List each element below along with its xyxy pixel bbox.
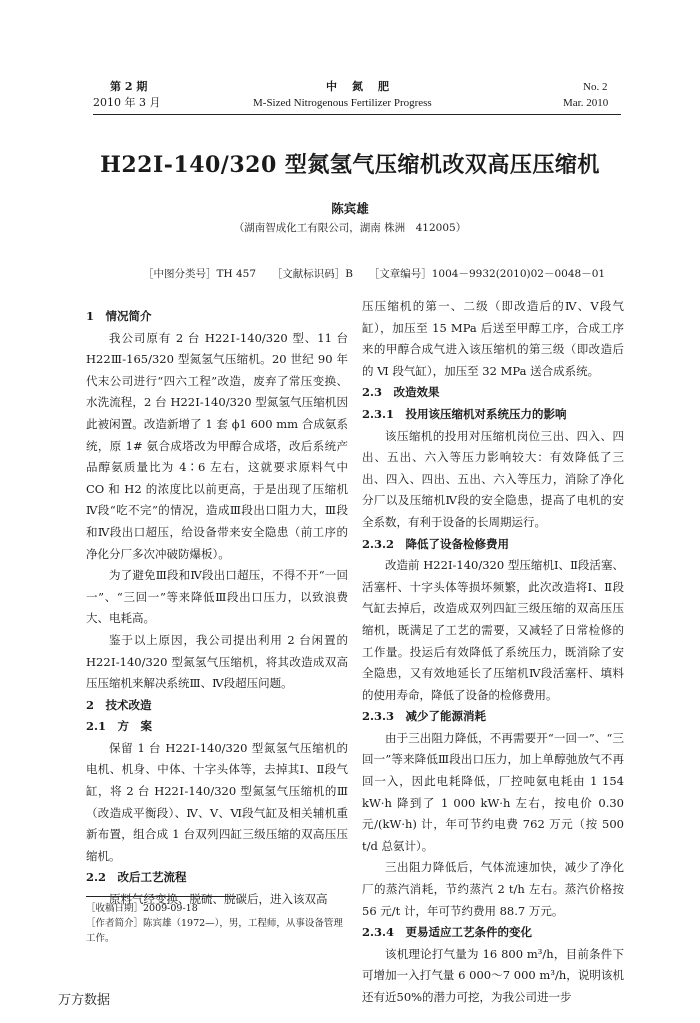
subsection-heading: 2.2 改后工艺流程 [86, 870, 187, 885]
section-heading: 1 情况简介 [86, 309, 152, 323]
section-heading: 2 技术改造 [86, 697, 152, 712]
paragraph: 该机理论打气量为 16 800 m³/h，目前条件下可增加一入打气量 6 000～7 000 m³/h，说明该机还有近50%的潜力可挖，为我公司进一步 [362, 946, 624, 1004]
left-column [86, 306, 348, 911]
footnotes [86, 901, 348, 946]
subsubsection-heading: 2.3.4 更易适应工艺条件的变化 [362, 925, 533, 940]
subsubsection-heading: 2.3.2 降低了设备检修费用 [362, 536, 510, 551]
paragraph: 我公司原有 2 台 H22Ⅰ-140/320 型、11 台 H22Ⅲ-165/320 型氮氢气压缩机。20 世纪 90 年代末公司进行“四六工程”改造，废弃了常压变换、水洗流程，2 台 H22Ⅰ-140/320 型氮氢气压缩机因此被闲置。改造新增了 1 套 ϕ1 600 mm 合成氨系统，原 1# 氨合成塔改为甲醇合成塔，改后系统产品醇氨质量比为 4∶6 左右，这就要求原料气中 CO 和 H2 的浓度比以前更高，于是出现了压缩机Ⅳ段“吃不完”的情况，造成Ⅲ段出口阻力大，Ⅲ段和Ⅳ段出口超压，给设备带来安全隐患（前工序的净化分厂多次冲破防爆板）。 [86, 330, 348, 561]
paragraph: 为了避免Ⅲ段和Ⅳ段出口超压，不得不开“一回一”、“三回一”等来降低Ⅲ段出口压力，以致浪费大、电耗高。 [86, 568, 348, 626]
header-rule [93, 114, 621, 115]
subsubsection-heading: 2.3.1 投用该压缩机对系统压力的影响 [362, 406, 567, 421]
paragraph: 改造前 H22Ⅰ-140/320 型压缩机Ⅰ、Ⅱ段活塞、活塞杆、十字头体等损坏频繁，此次改造将Ⅰ、Ⅱ段气缸去掉后，改造成双列四缸三级压缩的双高压压缩机，既满足了工艺的需要，又减轻了日常检修的工作量。投运后有效降低了系统压力，既消除了安全隐患，又有效地延长了压缩机Ⅳ段活塞杆、填料的使用寿命，降低了设备的检修费用。 [362, 558, 624, 702]
paragraph: 由于三出阻力降低，不再需要开“一回一”、“三回一”等来降低Ⅲ段出口压力，加上单醇弛放气不再回一入，因此电耗降低，厂控吨氨电耗由 1 154 kW·h 降到了 1 000 kW·h 左右，按电价 0.30 元/(kW·h) 计，年可节约电费 762 万元（按 500 t/d 总氨计）。 [362, 730, 624, 853]
watermark: 万方数据 [58, 993, 111, 1008]
article-title: H22Ⅰ-140/320 型氮氢气压缩机改双高压压缩机 [100, 152, 600, 178]
subsubsection-heading: 2.3.3 减少了能源消耗 [362, 709, 487, 724]
paragraph: 保留 1 台 H22Ⅰ-140/320 型氮氢气压缩机的电机、机身、中体、十字头体等，去掉其Ⅰ、Ⅱ段气缸，将 2 台 H22Ⅰ-140/320 型氮氢气压缩机的Ⅲ（改造成平衡段）、Ⅳ、Ⅴ、Ⅵ段气缸及相关辅机重新布置，组合成 1 台双列四缸三级压缩的双高压压缩机。 [86, 740, 348, 863]
affiliation: （湖南智成化工有限公司，湖南 株洲 412005） [233, 222, 467, 234]
subsection-heading: 2.1 方 案 [86, 719, 153, 734]
subsection-heading: 2.3 改造效果 [362, 385, 440, 400]
paragraph: 鉴于以上原因，我公司提出利用 2 台闲置的 H22Ⅰ-140/320 型氮氢气压缩机，将其改造成双高压压缩机来解决系统Ⅲ、Ⅳ段超压问题。 [86, 632, 348, 691]
issue-month: Mar. 2010 [563, 97, 609, 109]
classification-line: ［中图分类号］TH 457 ［文献标识码］B ［文章编号］1004－9932(2010)02－0048－01 [143, 268, 606, 280]
paragraph: 压压缩机的第一、二级（即改造后的Ⅳ、Ⅴ段气缸），加压至 15 MPa 后送至甲醇工序，合成工序来的甲醇合成气进入该压缩机的第三级（即改造后的 Ⅵ 段气缸），加压至 32 MPa 送合成系统。 [362, 299, 624, 378]
right-column [362, 296, 624, 1009]
journal-name-en: M-Sized Nitrogenous Fertilizer Progress [253, 97, 432, 109]
author-bio: ［作者简介］陈宾雄（1972—），男，工程师，从事设备管理工作。 [86, 918, 343, 944]
paragraph: 该压缩机的投用对压缩机岗位三出、四入、四出、五出、六入等压力影响较大：有效降低了三出、四入、四出、五出、六入等压力，消除了净化分厂以及压缩机Ⅳ段的安全隐患，提高了电机的安全系数，有利于设备的长周期运行。 [362, 428, 624, 529]
author-name: 陈宾雄 [331, 201, 369, 216]
paragraph: 三出阻力降低后，气体流速加快，减少了净化厂的蒸汽消耗，节约蒸汽 2 t/h 左右。蒸汽价格按 56 元/t 计，年可节约费用 88.7 万元。 [362, 860, 624, 918]
footnote-rule [86, 896, 236, 897]
issue-number: 第 2 期 [110, 80, 148, 93]
received-date: ［收稿日期］2009-09-18 [86, 903, 198, 914]
paragraph: 原料气经变换、脱硫、脱碳后，进入该双高 [109, 892, 328, 907]
issue-date: 2010 年 3 月 [93, 96, 161, 109]
journal-name-cn: 中 氮 肥 [326, 80, 391, 93]
issue-no: No. 2 [583, 81, 608, 93]
